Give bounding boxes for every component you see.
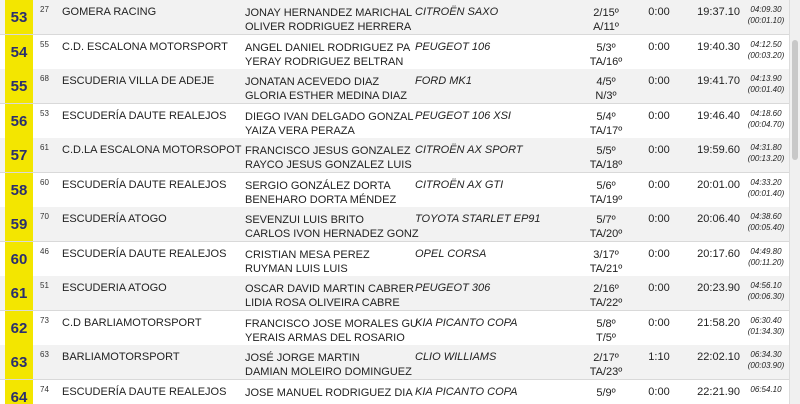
car-number: 53 <box>40 109 49 118</box>
class-position-primary: 5/4º <box>596 111 616 123</box>
class-position <box>575 317 637 345</box>
table-row[interactable] <box>0 138 790 173</box>
position-badge: 56 <box>5 104 33 138</box>
gap-to-leader: 04:12.50 <box>750 40 782 49</box>
gap-to-leader: 04:13.90 <box>750 74 782 83</box>
total-time: 21:58.20 <box>697 317 740 329</box>
gap <box>742 142 790 164</box>
car-number: 70 <box>40 212 49 221</box>
driver-name: FRANCISCO JESUS GONZALEZ <box>245 145 411 157</box>
penalty: 0:00 <box>648 248 670 260</box>
table-row[interactable] <box>0 104 790 139</box>
penalty: 0:00 <box>648 75 670 87</box>
car-model: FORD MK1 <box>415 75 472 87</box>
gap <box>742 246 790 268</box>
gap-to-previous: (00:01.40) <box>747 189 785 198</box>
table-row[interactable] <box>0 69 790 104</box>
gap-to-leader: 04:09.30 <box>750 5 782 14</box>
table-row[interactable] <box>0 276 790 311</box>
class-position-secondary: TA/18º <box>589 159 623 171</box>
codriver-name: LIDIA ROSA OLIVEIRA CABRE <box>245 297 400 309</box>
total-time: 20:01.00 <box>697 179 740 191</box>
gap-to-previous: (00:13.20) <box>747 154 785 163</box>
driver-name: ANGEL DANIEL RODRIGUEZ PA <box>245 42 411 54</box>
gap-to-leader: 04:49.80 <box>750 247 782 256</box>
car-number: 51 <box>40 281 49 290</box>
team-name: C.D. ESCALONA MOTORSPORT <box>62 41 228 53</box>
car-model: TOYOTA STARLET EP91 <box>415 213 541 225</box>
position-badge: 59 <box>5 207 33 241</box>
gap-to-previous: (00:04.70) <box>747 120 785 129</box>
driver-name: DIEGO IVAN DELGADO GONZAL <box>245 111 414 123</box>
class-position <box>575 386 637 400</box>
car-model: OPEL CORSA <box>415 248 487 260</box>
car-number: 68 <box>40 74 49 83</box>
table-row[interactable] <box>0 311 790 346</box>
total-time: 19:46.40 <box>697 110 740 122</box>
crew <box>245 351 412 379</box>
class-position-secondary: TA/23º <box>589 366 623 378</box>
gap <box>742 177 790 199</box>
car-number: 61 <box>40 143 49 152</box>
class-position <box>575 213 637 241</box>
car-model: CITROËN AX GTI <box>415 179 504 191</box>
scrollbar[interactable] <box>789 0 800 404</box>
class-position-primary: 5/9º <box>596 387 616 399</box>
gap-to-leader: 04:31.80 <box>750 143 782 152</box>
crew <box>245 282 414 310</box>
crew <box>245 41 410 69</box>
driver-name: CRISTIAN MESA PEREZ <box>245 249 370 261</box>
class-position <box>575 179 637 207</box>
team-name: C.D.LA ESCALONA MOTORSOPOT <box>62 144 242 156</box>
gap-to-leader: 06:54.10 <box>750 385 782 394</box>
penalty: 0:00 <box>648 317 670 329</box>
car-model: CITROËN SAXO <box>415 6 499 18</box>
driver-name: FRANCISCO JOSE MORALES GU <box>245 318 418 330</box>
codriver-name: DAMIAN MOLEIRO DOMINGUEZ <box>245 366 412 378</box>
team-name: ESCUDERÍA ATOGO <box>62 213 167 225</box>
penalty: 0:00 <box>648 41 670 53</box>
gap-to-leader: 04:18.60 <box>750 109 782 118</box>
car-model: CITROËN AX SPORT <box>415 144 523 156</box>
table-row[interactable] <box>0 345 790 380</box>
class-position <box>575 75 637 103</box>
penalty: 0:00 <box>648 6 670 18</box>
team-name: ESCUDERIA ATOGO <box>62 282 167 294</box>
class-position-primary: 5/6º <box>596 180 616 192</box>
penalty: 0:00 <box>648 213 670 225</box>
car-number: 55 <box>40 40 49 49</box>
class-position <box>575 248 637 276</box>
penalty: 0:00 <box>648 110 670 122</box>
penalty: 0:00 <box>648 144 670 156</box>
total-time: 19:59.60 <box>697 144 740 156</box>
car-model: CLIO WILLIAMS <box>415 351 497 363</box>
total-time: 20:23.90 <box>697 282 740 294</box>
table-row[interactable] <box>0 242 790 277</box>
crew <box>245 213 419 241</box>
gap <box>742 73 790 95</box>
crew <box>245 6 412 34</box>
total-time: 22:21.90 <box>697 386 740 398</box>
crew <box>245 386 413 400</box>
driver-name: JOSE MANUEL RODRIGUEZ DIA <box>245 387 413 399</box>
class-position-primary: 5/7º <box>596 214 616 226</box>
position-badge: 55 <box>5 69 33 103</box>
class-position-secondary: TA/19º <box>589 194 623 206</box>
gap-to-leader: 04:38.60 <box>750 212 782 221</box>
position-badge: 60 <box>5 242 33 276</box>
class-position-secondary: TA/22º <box>589 297 623 309</box>
car-model: PEUGEOT 106 XSI <box>415 110 511 122</box>
codriver-name: RAYCO JESUS GONZALEZ LUIS <box>245 159 412 171</box>
gap-to-previous: (01:34.30) <box>747 327 785 336</box>
car-number: 74 <box>40 385 49 394</box>
gap-to-leader: 06:30.40 <box>750 316 782 325</box>
penalty: 1:10 <box>648 351 670 363</box>
gap <box>742 384 790 395</box>
class-position-primary: 2/15º <box>593 7 619 19</box>
table-row[interactable] <box>0 207 790 242</box>
table-row[interactable] <box>0 0 790 35</box>
codriver-name: YAIZA VERA PERAZA <box>245 125 355 137</box>
codriver-name: OLIVER RODRIGUEZ HERRERA <box>245 21 412 33</box>
crew <box>245 179 396 207</box>
position-badge: 61 <box>5 276 33 310</box>
team-name: ESCUDERÍA DAUTE REALEJOS <box>62 248 227 260</box>
crew <box>245 110 414 138</box>
total-time: 19:40.30 <box>697 41 740 53</box>
gap <box>742 315 790 337</box>
position-badge: 57 <box>5 138 33 172</box>
class-position <box>575 6 637 34</box>
gap-to-previous: (00:06.30) <box>747 292 785 301</box>
gap <box>742 211 790 233</box>
car-model: KIA PICANTO COPA <box>415 386 518 398</box>
team-name: GOMERA RACING <box>62 6 157 18</box>
gap-to-previous: (00:01.40) <box>747 85 785 94</box>
class-position <box>575 110 637 138</box>
car-number: 27 <box>40 5 49 14</box>
team-name: ESCUDERÍA DAUTE REALEJOS <box>62 110 227 122</box>
position-badge: 58 <box>5 173 33 207</box>
class-position-primary: 5/8º <box>596 318 616 330</box>
penalty: 0:00 <box>648 179 670 191</box>
codriver-name: RUYMAN LUIS LUIS <box>245 263 348 275</box>
gap-to-previous: (00:05.40) <box>747 223 785 232</box>
class-position-secondary: TA/21º <box>589 263 623 275</box>
gap <box>742 4 790 26</box>
scrollbar-thumb[interactable] <box>792 40 798 160</box>
class-position-primary: 2/17º <box>593 352 619 364</box>
position-badge: 63 <box>5 345 33 379</box>
gap-to-leader: 04:33.20 <box>750 178 782 187</box>
class-position-primary: 5/5º <box>596 145 616 157</box>
table-row[interactable] <box>0 380 790 404</box>
gap-to-leader: 04:56.10 <box>750 281 782 290</box>
crew <box>245 144 412 172</box>
codriver-name: CARLOS IVON HERNADEZ GONZ <box>245 228 419 240</box>
class-position-secondary: TA/17º <box>589 125 623 137</box>
gap-to-previous: (00:11.20) <box>748 258 784 267</box>
position-badge: 62 <box>5 311 33 345</box>
total-time: 19:37.10 <box>697 6 740 18</box>
gap <box>742 108 790 130</box>
class-position-secondary: A/11º <box>593 21 619 33</box>
car-number: 60 <box>40 178 49 187</box>
crew <box>245 75 407 103</box>
class-position <box>575 351 637 379</box>
car-number: 73 <box>40 316 49 325</box>
driver-name: JOSÉ JORGE MARTIN <box>245 352 360 364</box>
driver-name: OSCAR DAVID MARTIN CABRER <box>245 283 414 295</box>
total-time: 20:17.60 <box>697 248 740 260</box>
team-name: ESCUDERÍA DAUTE REALEJOS <box>62 179 227 191</box>
class-position-primary: 3/17º <box>593 249 619 261</box>
position-badge: 64 <box>5 380 33 404</box>
gap <box>742 280 790 302</box>
class-position-secondary: TA/16º <box>589 56 623 68</box>
gap-to-leader: 06:34.30 <box>750 350 782 359</box>
gap <box>742 39 790 61</box>
car-model: KIA PICANTO COPA <box>415 317 518 329</box>
team-name: BARLIAMOTORSPORT <box>62 351 180 363</box>
penalty: 0:00 <box>648 386 670 398</box>
team-name: C.D BARLIAMOTORSPORT <box>62 317 202 329</box>
class-position <box>575 144 637 172</box>
table-row[interactable] <box>0 35 790 70</box>
class-position-secondary: TA/20º <box>589 228 623 240</box>
driver-name: JONATAN ACEVEDO DIAZ <box>245 76 380 88</box>
class-position-secondary: T/5º <box>596 332 616 344</box>
table-row[interactable] <box>0 173 790 208</box>
car-model: PEUGEOT 106 <box>415 41 491 53</box>
class-position <box>575 41 637 69</box>
car-number: 63 <box>40 350 49 359</box>
codriver-name: YERAY RODRIGUEZ BELTRAN <box>245 56 404 68</box>
class-position-primary: 4/5º <box>596 76 616 88</box>
total-time: 19:41.70 <box>697 75 740 87</box>
position-badge: 54 <box>5 35 33 69</box>
total-time: 20:06.40 <box>697 213 740 225</box>
class-position <box>575 282 637 310</box>
codriver-name: GLORIA ESTHER MEDINA DIAZ <box>245 90 407 102</box>
crew <box>245 317 418 345</box>
driver-name: SEVENZUI LUIS BRITO <box>245 214 364 226</box>
gap-to-previous: (00:03.90) <box>747 361 785 370</box>
class-position-secondary: N/3º <box>595 90 617 102</box>
class-position-primary: 2/16º <box>593 283 619 295</box>
team-name: ESCUDERIA VILLA DE ADEJE <box>62 75 215 87</box>
penalty: 0:00 <box>648 282 670 294</box>
crew <box>245 248 370 276</box>
gap-to-previous: (00:03.20) <box>747 51 785 60</box>
gap <box>742 349 790 371</box>
codriver-name: BENEHARO DORTA MÉNDEZ <box>245 194 397 206</box>
driver-name: SERGIO GONZÁLEZ DORTA <box>245 180 391 192</box>
car-model: PEUGEOT 306 <box>415 282 491 294</box>
codriver-name: YERAIS ARMAS DEL ROSARIO <box>245 332 405 344</box>
team-name: ESCUDERÍA DAUTE REALEJOS <box>62 386 227 398</box>
driver-name: JONAY HERNANDEZ MARICHAL <box>245 7 413 19</box>
total-time: 22:02.10 <box>697 351 740 363</box>
gap-to-previous: (00:01.10) <box>747 16 785 25</box>
car-number: 46 <box>40 247 49 256</box>
class-position-primary: 5/3º <box>596 42 616 54</box>
position-badge: 53 <box>5 0 33 34</box>
